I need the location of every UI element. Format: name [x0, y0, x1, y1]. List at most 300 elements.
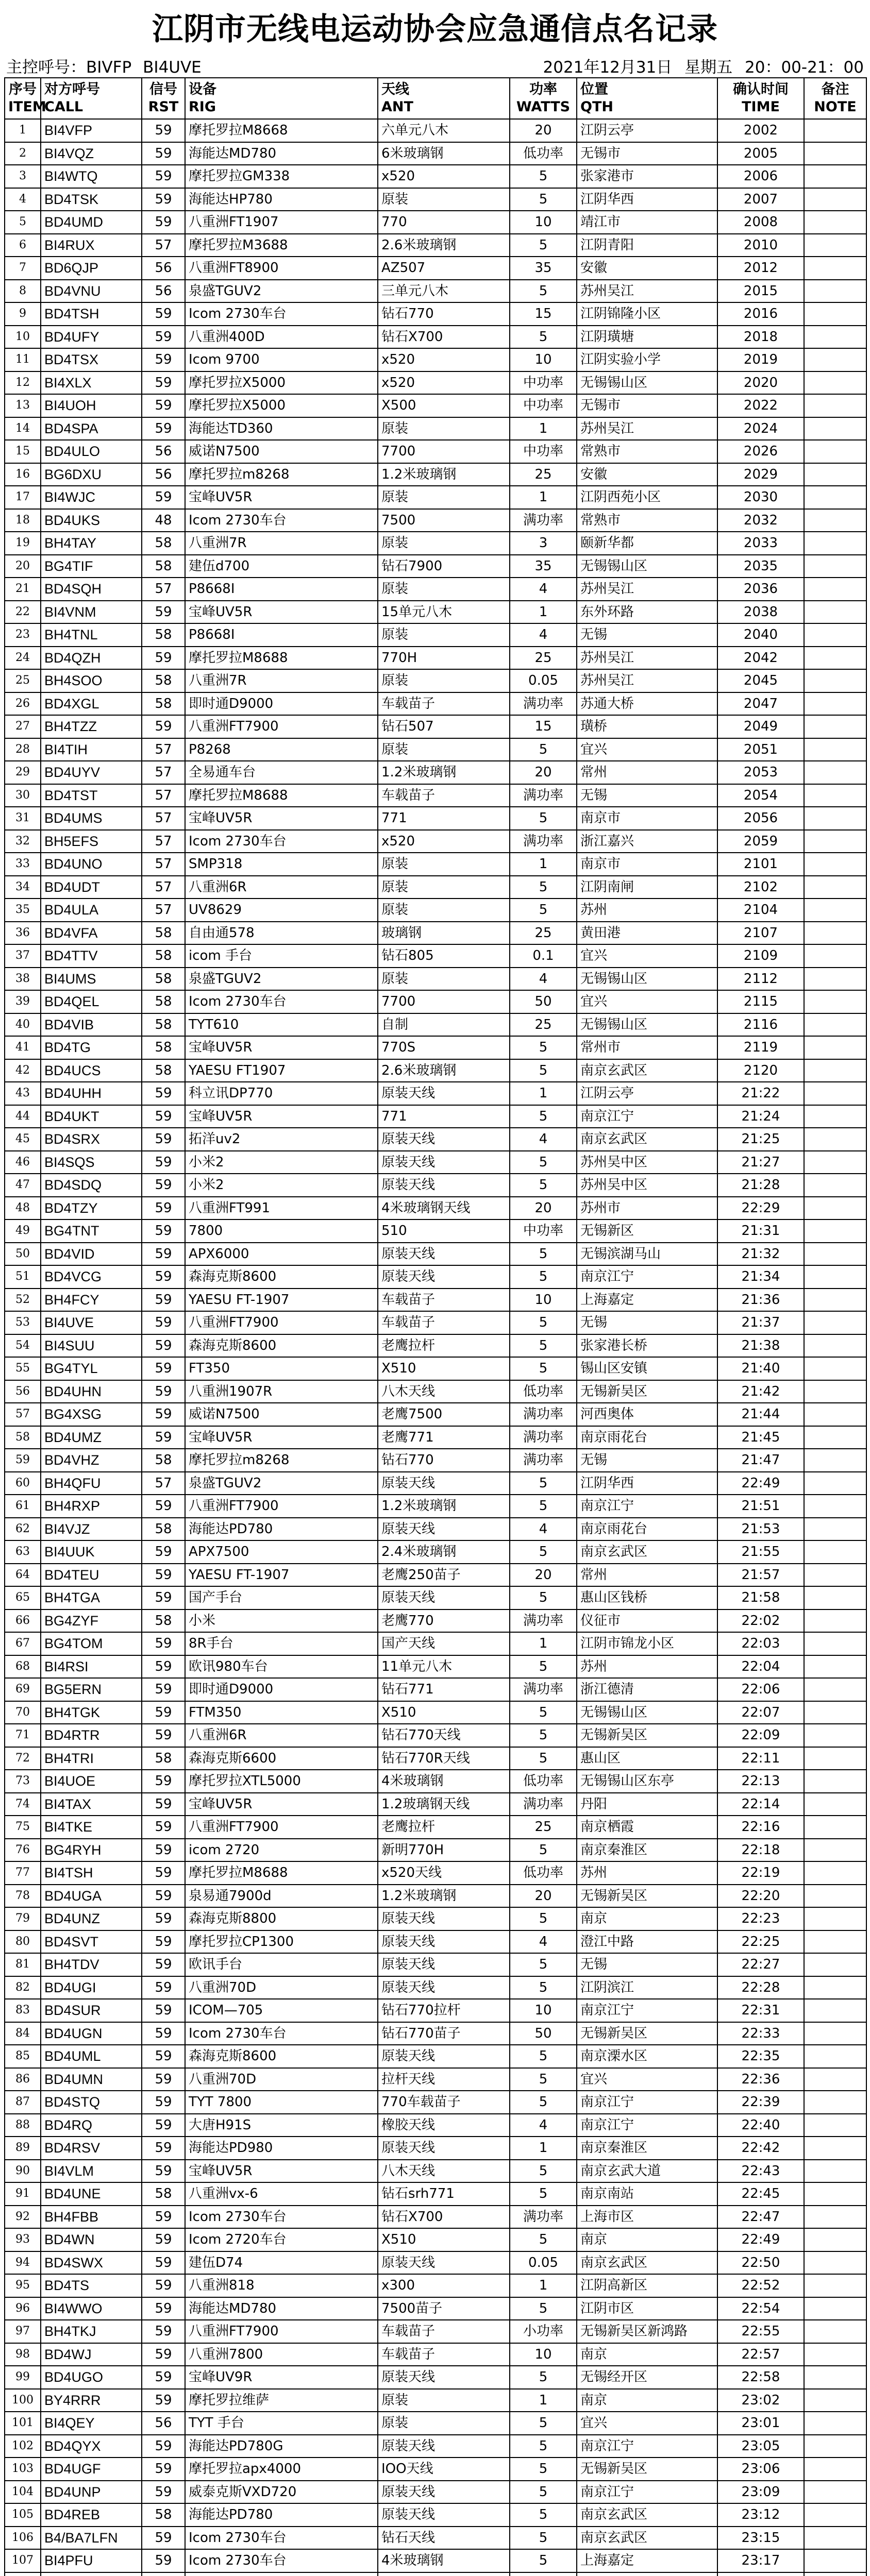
cell-rig: 宝峰UV5R: [185, 601, 378, 624]
cell-rst: 58: [142, 990, 185, 1013]
cell-ant: 原装: [378, 188, 510, 211]
cell-rst: 59: [142, 188, 185, 211]
cell-rst: 59: [142, 1976, 185, 1999]
cell-watts: 5: [510, 1036, 577, 1059]
cell-time: 22:16: [717, 1816, 804, 1839]
cell-note: [804, 326, 866, 349]
cell-time: 22:29: [717, 1197, 804, 1220]
table-header-row: [5, 78, 866, 119]
cell-watts: 25: [510, 463, 577, 486]
cell-item: 104: [5, 2481, 41, 2504]
cell-note: [804, 922, 866, 945]
cell-time: 22:11: [717, 1747, 804, 1770]
cell-call: BH4SOO: [41, 669, 142, 692]
cell-qth: 南京市: [577, 853, 717, 876]
checkin-table: [4, 77, 867, 2576]
cell-rst: 58: [142, 944, 185, 968]
cell-rig: 自由通578: [185, 922, 378, 945]
cell-rst: 59: [142, 1564, 185, 1587]
cell-watts: 5: [510, 2228, 577, 2251]
cell-qth: 无锡锡山区: [577, 968, 717, 991]
cell-call: BD4UGI: [41, 1976, 142, 1999]
cell-item: 6: [5, 234, 41, 257]
cell-ant: 1.2玻璃钢天线: [378, 1793, 510, 1816]
cell-rig: 即时通D9000: [185, 692, 378, 716]
cell-call: BD4UNO: [41, 853, 142, 876]
cell-qth: 澄江中路: [577, 1930, 717, 1954]
cell-ant: 钻石771: [378, 1678, 510, 1701]
table-row: [5, 761, 866, 784]
cell-ant: 原装: [378, 486, 510, 509]
cell-rst: 58: [142, 1518, 185, 1541]
cell-rig: 八重洲818: [185, 2274, 378, 2297]
cell-rig: 宝峰UV5R: [185, 1426, 378, 1449]
cell-ant: 车载苗子: [378, 2320, 510, 2343]
cell-item: 44: [5, 1105, 41, 1128]
cell-call: BD4SWX: [41, 2251, 142, 2275]
table-row: [5, 2320, 866, 2343]
cell-time: 22:02: [717, 1609, 804, 1633]
cell-rig: 森海克斯8800: [185, 1907, 378, 1930]
cell-ant: 车载苗子: [378, 692, 510, 716]
cell-rig: 海能达PD980: [185, 2137, 378, 2160]
cell-watts: 5: [510, 1586, 577, 1609]
table-row: [5, 2389, 866, 2412]
cell-item: 93: [5, 2228, 41, 2251]
cell-qth: 河西奥体: [577, 1403, 717, 1426]
cell-ant: 771: [378, 1105, 510, 1128]
cell-call: BI4TIH: [41, 738, 142, 761]
cell-call: BD4TSK: [41, 188, 142, 211]
table-row: [5, 1265, 866, 1289]
table-row: [5, 2343, 866, 2366]
table-row: [5, 257, 866, 280]
cell-qth: 苏通大桥: [577, 692, 717, 716]
table-row: [5, 2274, 866, 2297]
cell-rst: 59: [142, 1655, 185, 1679]
cell-item: 78: [5, 1885, 41, 1908]
cell-time: 2047: [717, 692, 804, 716]
cell-call: BD4UKT: [41, 1105, 142, 1128]
cell-watts: 5: [510, 1747, 577, 1770]
cell-qth: 靖江市: [577, 211, 717, 234]
cell-note: [804, 761, 866, 784]
cell-qth: 南京: [577, 1907, 717, 1930]
cell-time: 22:28: [717, 1976, 804, 1999]
col-item-header: 序号 ITEM: [5, 78, 41, 119]
cell-qth: 丹阳: [577, 1793, 717, 1816]
cell-item: 10: [5, 326, 41, 349]
cell-watts: [510, 2572, 577, 2576]
cell-rig: 威泰克斯VXD720: [185, 2481, 378, 2504]
table-row: [5, 1197, 866, 1220]
table-row: [5, 2114, 866, 2137]
cell-item: 49: [5, 1219, 41, 1243]
cell-item: 64: [5, 1564, 41, 1587]
table-row: [5, 1976, 866, 1999]
cell-rst: 59: [142, 2160, 185, 2183]
cell-time: 21:58: [717, 1586, 804, 1609]
table-row: [5, 1243, 866, 1266]
cell-time: 2012: [717, 257, 804, 280]
cell-item: 71: [5, 1724, 41, 1747]
cell-ant: 钻石770苗子: [378, 2022, 510, 2045]
cell-ant: 6米玻璃钢: [378, 142, 510, 165]
cell-ant: 原装: [378, 853, 510, 876]
cell-time: 2019: [717, 348, 804, 371]
table-row: [5, 2458, 866, 2481]
cell-call: BI4TSH: [41, 1861, 142, 1885]
cell-item: 2: [5, 142, 41, 165]
table-row: [5, 1632, 866, 1655]
cell-ant: 八木天线: [378, 2160, 510, 2183]
cell-rst: 48: [142, 509, 185, 532]
cell-item: 86: [5, 2068, 41, 2091]
cell-note: [804, 1632, 866, 1655]
table-row: [5, 1289, 866, 1312]
cell-item: 77: [5, 1861, 41, 1885]
cell-call: BD4UMS: [41, 807, 142, 830]
cell-call: BD4QZH: [41, 647, 142, 670]
cell-time: 23:15: [717, 2527, 804, 2550]
cell-rig: 八重洲6R: [185, 1724, 378, 1747]
cell-call: BD4SPA: [41, 417, 142, 440]
cell-rig: 摩托罗拉M8688: [185, 647, 378, 670]
cell-item: 67: [5, 1632, 41, 1655]
cell-rst: 56: [142, 2412, 185, 2435]
cell-note: [804, 1311, 866, 1334]
cell-note: [804, 2091, 866, 2114]
cell-note: [804, 1701, 866, 1724]
cell-time: 22:42: [717, 2137, 804, 2160]
cell-item: 97: [5, 2320, 41, 2343]
cell-rig: 海能达TD360: [185, 417, 378, 440]
cell-rst: 59: [142, 2068, 185, 2091]
session-weekday: 星期五: [684, 58, 733, 77]
cell-rst: 59: [142, 348, 185, 371]
cell-note: [804, 2527, 866, 2550]
cell-qth: 无锡新区: [577, 1219, 717, 1243]
cell-call: BI4VLM: [41, 2160, 142, 2183]
cell-rig: [185, 2572, 378, 2576]
cell-call: BI4WTQ: [41, 165, 142, 188]
table-row: [5, 2068, 866, 2091]
cell-rst: 56: [142, 463, 185, 486]
cell-item: 91: [5, 2182, 41, 2206]
cell-watts: 25: [510, 647, 577, 670]
cell-note: [804, 1426, 866, 1449]
cell-call: BH4TRI: [41, 1747, 142, 1770]
cell-rig: YAESU FT-1907: [185, 1289, 378, 1312]
cell-watts: 4: [510, 2114, 577, 2137]
cell-qth: 江阴高新区: [577, 2274, 717, 2297]
cell-item: 36: [5, 922, 41, 945]
cell-watts: 5: [510, 2481, 577, 2504]
cell-item: 50: [5, 1243, 41, 1266]
cell-rig: 建伍D74: [185, 2251, 378, 2275]
cell-watts: 20: [510, 761, 577, 784]
table-row: [5, 601, 866, 624]
cell-watts: 5: [510, 1311, 577, 1334]
cell-qth: 南京江宁: [577, 1495, 717, 1518]
cell-ant: 原装天线: [378, 1082, 510, 1105]
cell-qth: 苏州吴中区: [577, 1151, 717, 1174]
cell-time: 2030: [717, 486, 804, 509]
cell-rig: icom 手台: [185, 944, 378, 968]
cell-rig: 海能达PD780: [185, 2503, 378, 2527]
cell-qth: 苏州: [577, 899, 717, 922]
cell-time: 2010: [717, 234, 804, 257]
cell-item: 54: [5, 1334, 41, 1358]
cell-watts: 1: [510, 853, 577, 876]
cell-watts: 4: [510, 968, 577, 991]
table-row: [5, 922, 866, 945]
cell-qth: 璜桥: [577, 715, 717, 738]
cell-time: 2054: [717, 784, 804, 807]
cell-qth: 南京: [577, 2228, 717, 2251]
cell-qth: 无锡: [577, 1311, 717, 1334]
cell-time: 2002: [717, 119, 804, 142]
cell-time: 2022: [717, 394, 804, 417]
cell-time: 2056: [717, 807, 804, 830]
cell-watts: 1: [510, 2274, 577, 2297]
cell-note: [804, 532, 866, 555]
cell-call: BI4WWO: [41, 2297, 142, 2320]
cell-qth: 江阴滨江: [577, 1976, 717, 1999]
cell-watts: 20: [510, 1885, 577, 1908]
cell-watts: 5: [510, 2458, 577, 2481]
cell-rig: 欧讯980车台: [185, 1655, 378, 1679]
cell-rig: 宝峰UV5R: [185, 1105, 378, 1128]
cell-rst: 57: [142, 899, 185, 922]
cell-watts: 5: [510, 1105, 577, 1128]
cell-time: 22:35: [717, 2045, 804, 2068]
cell-ant: 4米玻璃钢: [378, 1770, 510, 1793]
cell-rst: 57: [142, 1472, 185, 1495]
col-watts-header: 功率 WATTS: [510, 78, 577, 119]
cell-rst: 59: [142, 715, 185, 738]
table-row: [5, 1655, 866, 1679]
table-row: [5, 2481, 866, 2504]
table-row: [5, 1219, 866, 1243]
cell-call: BD4SUR: [41, 1999, 142, 2022]
cell-call: BD4TSX: [41, 348, 142, 371]
cell-rst: 57: [142, 738, 185, 761]
cell-watts: 5: [510, 280, 577, 303]
cell-item: 92: [5, 2206, 41, 2229]
cell-call: BG4ZYF: [41, 1609, 142, 1633]
cell-item: 58: [5, 1426, 41, 1449]
cell-rig: 摩托罗拉m8268: [185, 1449, 378, 1472]
host-info: [6, 54, 213, 77]
cell-time: 2005: [717, 142, 804, 165]
cell-qth: 无锡: [577, 784, 717, 807]
cell-qth: 江阴西苑小区: [577, 486, 717, 509]
cell-time: 2053: [717, 761, 804, 784]
table-row: [5, 463, 866, 486]
cell-item: 73: [5, 1770, 41, 1793]
cell-item: 98: [5, 2343, 41, 2366]
cell-rst: 59: [142, 2022, 185, 2045]
cell-ant: 原装天线: [378, 1243, 510, 1266]
cell-rst: 59: [142, 1219, 185, 1243]
cell-item: 101: [5, 2412, 41, 2435]
cell-watts: 5: [510, 1265, 577, 1289]
cell-item: 53: [5, 1311, 41, 1334]
cell-ant: 国产天线: [378, 1632, 510, 1655]
cell-rig: icom 2720: [185, 1839, 378, 1862]
table-row: [5, 1839, 866, 1862]
cell-rig: FTM350: [185, 1701, 378, 1724]
cell-time: 21:32: [717, 1243, 804, 1266]
cell-ant: X510: [378, 1701, 510, 1724]
cell-time: 22:54: [717, 2297, 804, 2320]
table-row: [5, 647, 866, 670]
cell-item: 82: [5, 1976, 41, 1999]
cell-call: BD4UYV: [41, 761, 142, 784]
cell-item: 75: [5, 1816, 41, 1839]
cell-rst: 59: [142, 1999, 185, 2022]
cell-call: BD4TS: [41, 2274, 142, 2297]
cell-rig: 小米2: [185, 1151, 378, 1174]
cell-note: [804, 348, 866, 371]
cell-note: [804, 2068, 866, 2091]
cell-item: 60: [5, 1472, 41, 1495]
table-row: [5, 2206, 866, 2229]
cell-time: 2016: [717, 302, 804, 326]
cell-ant: 原装天线: [378, 1518, 510, 1541]
cell-ant: 车载苗子: [378, 1289, 510, 1312]
cell-call: BD4VNU: [41, 280, 142, 303]
cell-note: [804, 165, 866, 188]
cell-item: 29: [5, 761, 41, 784]
cell-qth: 无锡新吴区: [577, 2458, 717, 2481]
cell-rig: 7800: [185, 1219, 378, 1243]
cell-call: BI4RUX: [41, 234, 142, 257]
cell-time: 2015: [717, 280, 804, 303]
cell-time: 22:14: [717, 1793, 804, 1816]
table-row: [5, 2366, 866, 2389]
cell-call: BD4TG: [41, 1036, 142, 1059]
cell-time: 22:07: [717, 1701, 804, 1724]
cell-ant: AZ507: [378, 257, 510, 280]
table-row: [5, 1059, 866, 1082]
cell-time: 21:27: [717, 1151, 804, 1174]
cell-rig: 八重洲FT7900: [185, 1311, 378, 1334]
cell-note: [804, 2412, 866, 2435]
col-call-header: 对方呼号 CALL: [41, 78, 142, 119]
cell-ant: 原装天线: [378, 1976, 510, 1999]
cell-ant: 770H: [378, 647, 510, 670]
cell-ant: 原装: [378, 532, 510, 555]
cell-qth: 南京玄武区: [577, 1540, 717, 1564]
cell-item: 52: [5, 1289, 41, 1312]
cell-rst: 59: [142, 601, 185, 624]
cell-rig: ICOM—705: [185, 1999, 378, 2022]
cell-call: BD4WN: [41, 2228, 142, 2251]
cell-qth: 无锡锡山区: [577, 555, 717, 578]
cell-qth: 南京玄武区: [577, 2503, 717, 2527]
cell-watts: 5: [510, 2045, 577, 2068]
cell-watts: 5: [510, 2160, 577, 2183]
cell-ant: 原装天线: [378, 2251, 510, 2275]
table-row: [5, 1816, 866, 1839]
cell-note: [804, 1999, 866, 2022]
cell-ant: x300: [378, 2274, 510, 2297]
cell-item: 62: [5, 1518, 41, 1541]
cell-rig: 科立讯DP770: [185, 1082, 378, 1105]
table-row: [5, 2503, 866, 2527]
cell-item: 12: [5, 371, 41, 395]
cell-note: [804, 784, 866, 807]
table-row: [5, 899, 866, 922]
cell-rig: Icom 2720车台: [185, 2228, 378, 2251]
table-row: [5, 2251, 866, 2275]
table-row: [5, 669, 866, 692]
cell-time: 22:23: [717, 1907, 804, 1930]
cell-watts: 25: [510, 1013, 577, 1037]
cell-qth: 无锡滨湖马山: [577, 1243, 717, 1266]
cell-rst: 59: [142, 302, 185, 326]
table-row: [5, 623, 866, 647]
cell-rst: 58: [142, 1449, 185, 1472]
cell-rig: P8668I: [185, 623, 378, 647]
cell-ant: 7700: [378, 990, 510, 1013]
cell-item: 35: [5, 899, 41, 922]
cell-ant: 原装: [378, 578, 510, 601]
cell-call: BD4SRX: [41, 1128, 142, 1151]
cell-rig: 摩托罗拉M8688: [185, 1861, 378, 1885]
cell-rst: 59: [142, 1334, 185, 1358]
cell-time: 2036: [717, 578, 804, 601]
cell-note: [804, 1770, 866, 1793]
table-row: [5, 1151, 866, 1174]
cell-qth: 黄田港: [577, 922, 717, 945]
cell-rig: FT350: [185, 1357, 378, 1380]
cell-ant: 771: [378, 807, 510, 830]
cell-time: 21:42: [717, 1380, 804, 1403]
cell-call: BD4UGO: [41, 2366, 142, 2389]
cell-rig: P8668I: [185, 578, 378, 601]
cell-ant: 原装天线: [378, 2137, 510, 2160]
cell-watts: 4: [510, 1518, 577, 1541]
cell-rig: 小米2: [185, 1174, 378, 1197]
cell-rst: 59: [142, 1632, 185, 1655]
cell-call: BD4QEL: [41, 990, 142, 1013]
cell-rig: TYT 手台: [185, 2412, 378, 2435]
cell-time: 2102: [717, 876, 804, 899]
cell-rst: 59: [142, 165, 185, 188]
cell-ant: 1.2米玻璃钢: [378, 463, 510, 486]
cell-note: [804, 486, 866, 509]
cell-watts: 20: [510, 1564, 577, 1587]
cell-qth: 南京江宁: [577, 1999, 717, 2022]
cell-ant: 钻石770R天线: [378, 1747, 510, 1770]
cell-watts: 0.05: [510, 669, 577, 692]
cell-qth: 苏州市: [577, 1197, 717, 1220]
cell-rst: 58: [142, 922, 185, 945]
table-row: [5, 1036, 866, 1059]
cell-call: BI4QEY: [41, 2412, 142, 2435]
cell-ant: 三单元八木: [378, 280, 510, 303]
cell-qth: 张家港长桥: [577, 1334, 717, 1358]
cell-note: [804, 1403, 866, 1426]
cell-time: 2026: [717, 440, 804, 463]
cell-rst: [142, 2572, 185, 2576]
cell-item: 7: [5, 257, 41, 280]
cell-call: BG4XSG: [41, 1403, 142, 1426]
cell-rig: 宝峰UV5R: [185, 807, 378, 830]
